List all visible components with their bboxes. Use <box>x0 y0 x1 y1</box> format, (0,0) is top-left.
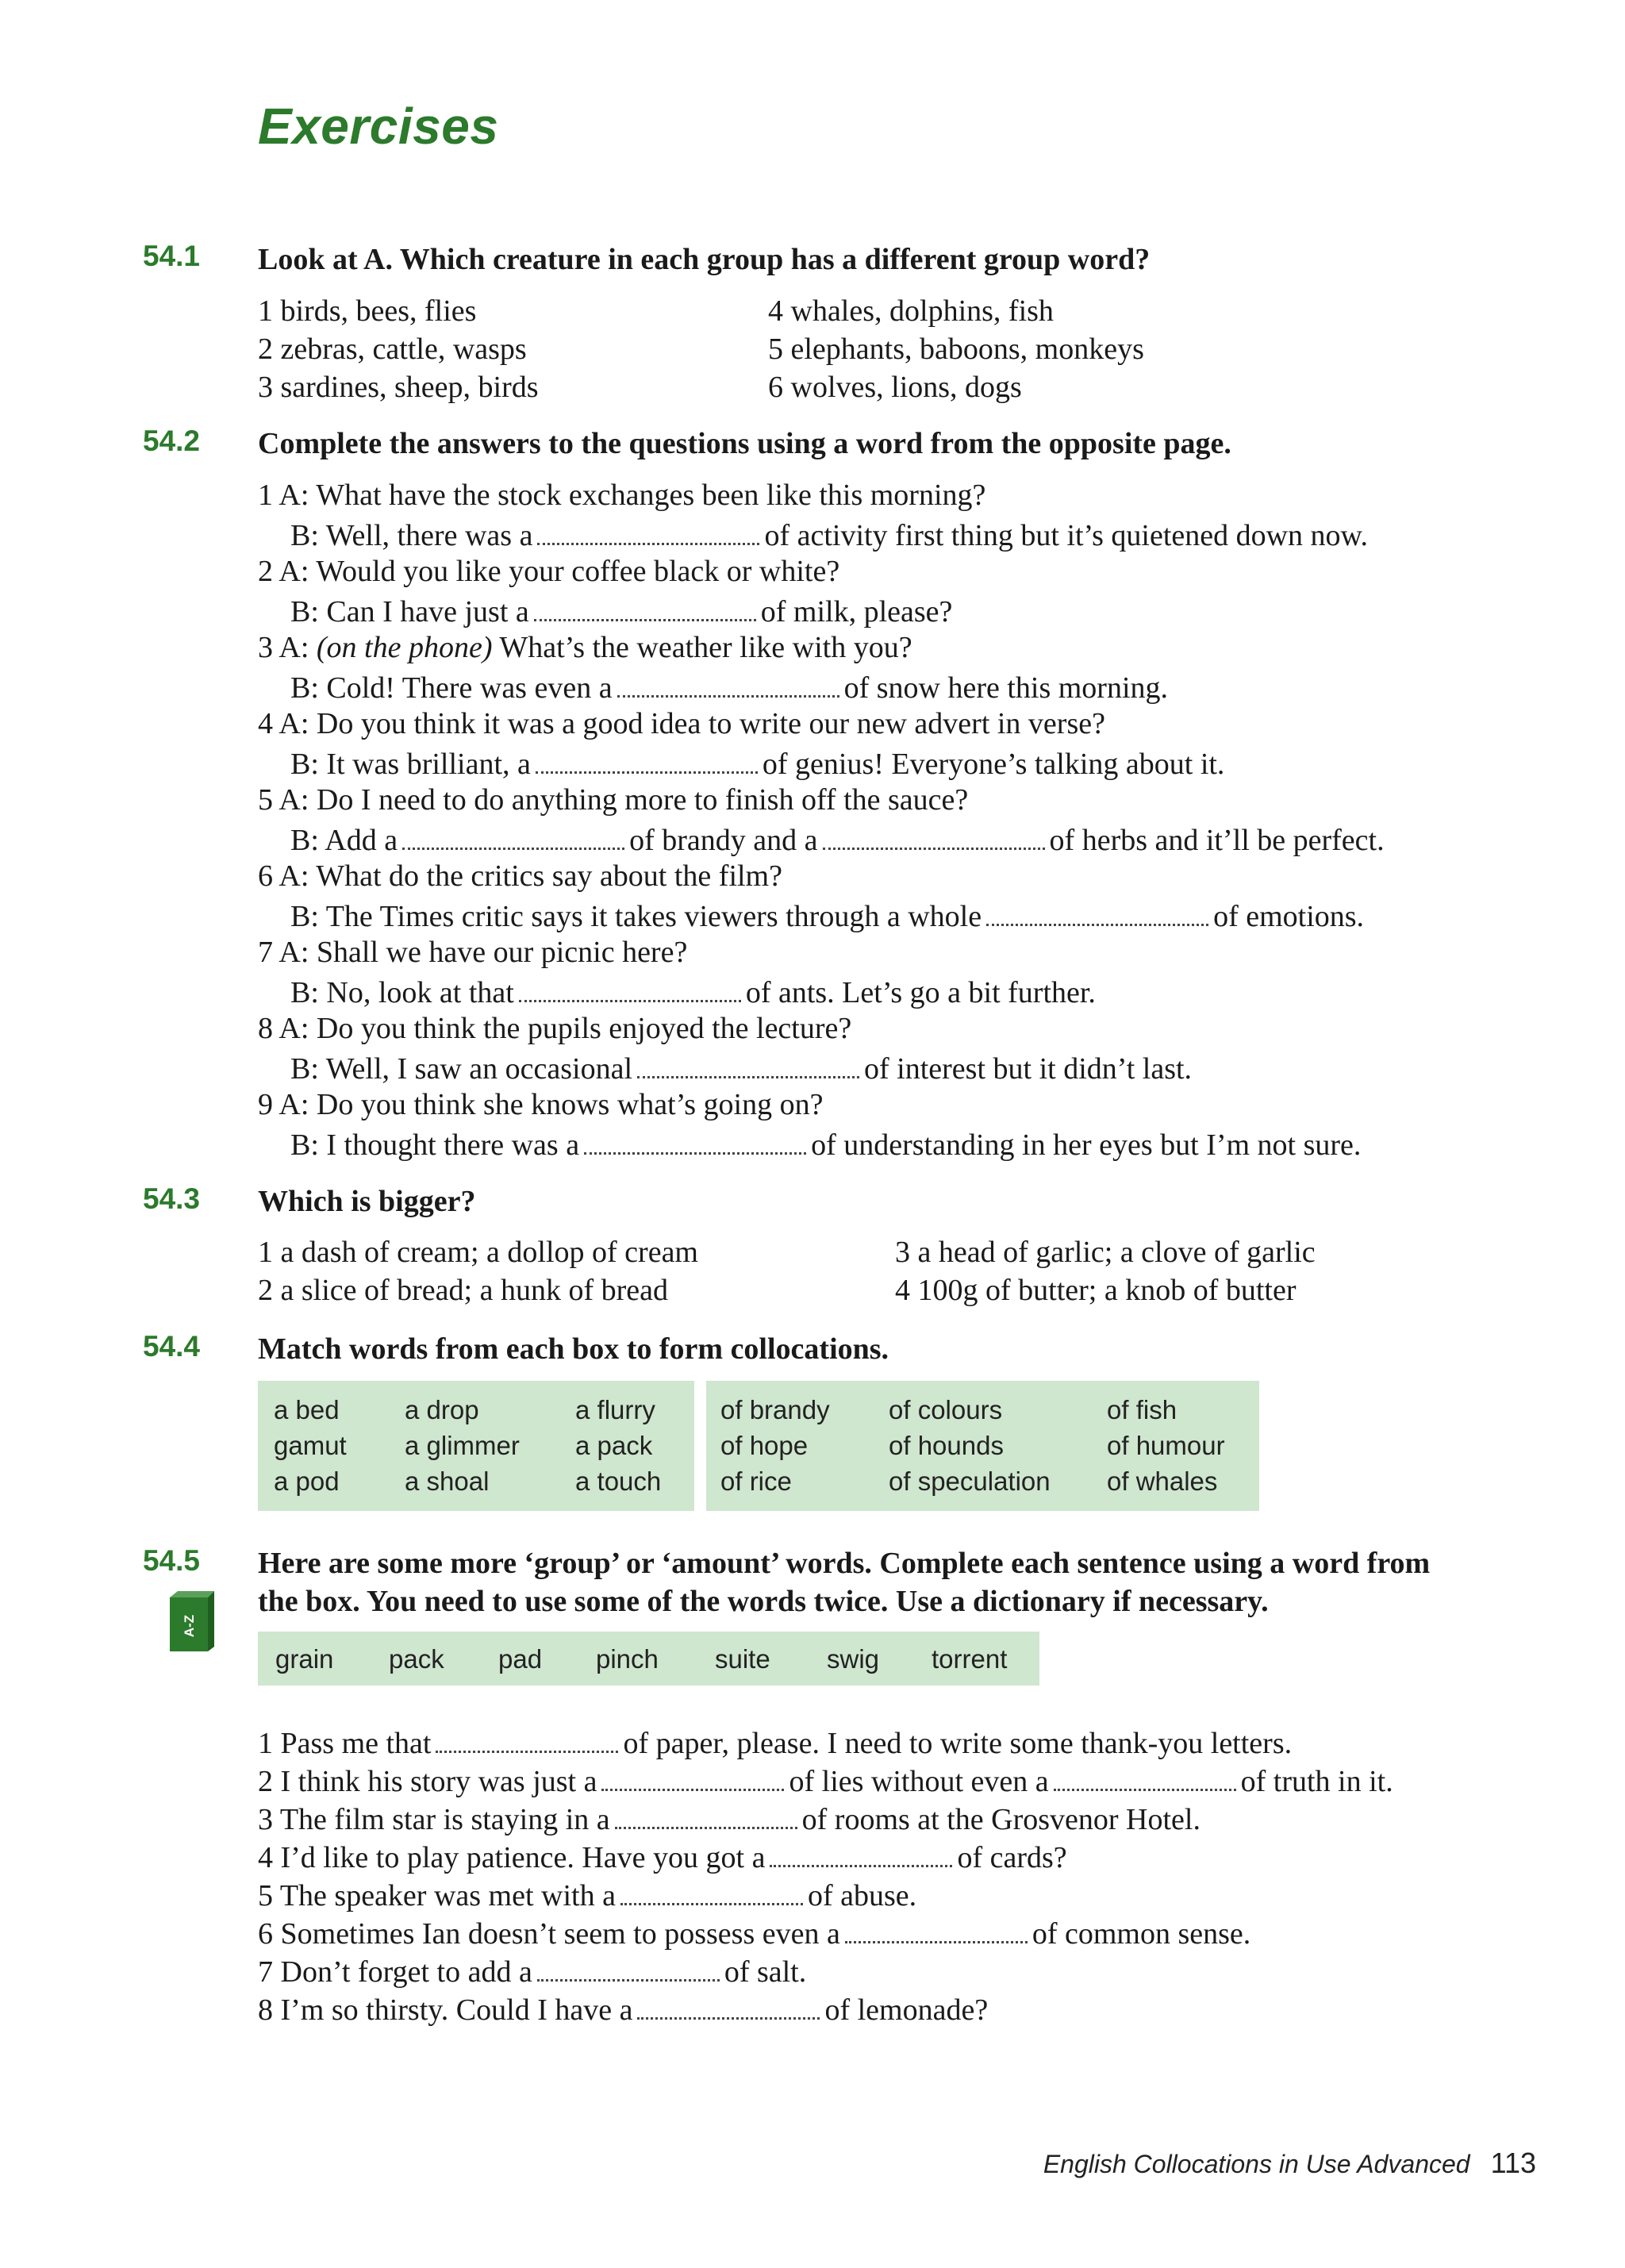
answer-blank[interactable] <box>534 592 756 621</box>
box3-word: grain <box>275 1644 334 1674</box>
exercise-number-54-4: 54.4 <box>143 1330 201 1363</box>
ex1-item-6: 6 wolves, lions, dogs <box>768 371 1022 404</box>
answer-blank[interactable] <box>536 744 758 774</box>
ex2-item-6-question: 6 A: What do the critics say about the film? <box>258 859 782 893</box>
box2-word: of brandy <box>720 1395 830 1424</box>
ex3-item-1: 1 a dash of cream; a dollop of cream <box>258 1236 698 1269</box>
ex5-item-3: 3 The film star is staying in a of rooms at the Grosvenor Hotel. <box>258 1800 1201 1837</box>
ex2-item-2-answer: B: Can I have just a of milk, please? <box>290 592 952 629</box>
exercise-instruction-54-1: Look at A. Which creature in each group has a different group word? <box>258 243 1151 276</box>
page-title: Exercises <box>258 98 499 155</box>
ex5-item-5: 5 The speaker was met with a of abuse. <box>258 1876 916 1913</box>
ex2-item-9-answer: B: I thought there was a of understanding in her eyes but I’m not sure. <box>290 1125 1361 1163</box>
ex2-item-8-answer: B: Well, I saw an occasional of interest but it didn’t last. <box>290 1049 1192 1086</box>
ex2-item-9-question: 9 A: Do you think she knows what’s going on? <box>258 1088 824 1121</box>
ex1-item-3: 3 sardines, sheep, birds <box>258 371 539 404</box>
answer-blank[interactable] <box>637 1990 820 2020</box>
ex5-item-1: 1 Pass me that of paper, please. I need to write some thank-you letters. <box>258 1724 1292 1761</box>
dictionary-icon-label: A-Z <box>182 1614 197 1638</box>
answer-blank[interactable] <box>601 1762 784 1791</box>
ex2-item-7-question: 7 A: Shall we have our picnic here? <box>258 936 688 969</box>
box3-word: swig <box>827 1644 880 1674</box>
ex2-item-8-question: 8 A: Do you think the pupils enjoyed the lecture? <box>258 1012 852 1045</box>
box2-word: of humour <box>1107 1431 1225 1460</box>
page-footer <box>1043 2147 1536 2180</box>
exercise-instruction-54-2: Complete the answers to the questions using a word from the opposite page. <box>258 427 1231 460</box>
page-number: 113 <box>1490 2147 1536 2179</box>
box3-word: torrent <box>932 1644 1008 1674</box>
exercise-number-54-1: 54.1 <box>143 240 201 272</box>
box2-word: of hope <box>720 1431 809 1460</box>
box1-word: gamut <box>274 1431 347 1460</box>
ex2-item-4-answer: B: It was brilliant, a of genius! Everyone’s talking about it. <box>290 744 1224 782</box>
box3-word: pad <box>498 1644 543 1674</box>
ex2-item-5-question: 5 A: Do I need to do anything more to finish off the sauce? <box>258 783 969 817</box>
ex1-item-1: 1 birds, bees, flies <box>258 294 477 328</box>
answer-blank[interactable] <box>537 516 759 545</box>
word-box-3 <box>258 1632 1039 1686</box>
ex3-item-2: 2 a slice of bread; a hunk of bread <box>258 1274 669 1307</box>
exercise-instruction-54-5-line2: the box. You need to use some of the words twice. Use a dictionary if necessary. <box>258 1585 1269 1618</box>
answer-blank[interactable] <box>1054 1762 1236 1791</box>
ex2-item-4-question: 4 A: Do you think it was a good idea to write our new advert in verse? <box>258 707 1105 740</box>
box2-word: of fish <box>1107 1395 1177 1424</box>
ex5-item-6: 6 Sometimes Ian doesn’t seem to possess even a of common sense. <box>258 1914 1250 1951</box>
ex2-item-6-answer: B: The Times critic says it takes viewers through a whole of emotions. <box>290 897 1364 934</box>
answer-blank[interactable] <box>770 1838 952 1867</box>
ex1-item-2: 2 zebras, cattle, wasps <box>258 333 527 366</box>
exercise-instruction-54-4: Match words from each box to form collocations. <box>258 1332 889 1366</box>
ex3-item-4: 4 100g of butter; a knob of butter <box>895 1274 1297 1307</box>
answer-blank[interactable] <box>823 821 1045 850</box>
box1-word: a touch <box>575 1467 662 1496</box>
word-box-1 <box>258 1381 694 1511</box>
answer-blank[interactable] <box>637 1049 859 1078</box>
ex2-item-3-answer: B: Cold! There was even a of snow here this morning. <box>290 668 1168 705</box>
box3-word: pinch <box>596 1644 659 1674</box>
box1-word: a glimmer <box>405 1431 520 1460</box>
ex2-item-7-answer: B: No, look at that of ants. Let’s go a bit further. <box>290 973 1096 1010</box>
answer-blank[interactable] <box>620 1876 803 1905</box>
box2-word: of hounds <box>889 1431 1004 1460</box>
ex5-item-8: 8 I’m so thirsty. Could I have a of lemonade? <box>258 1990 988 2028</box>
box3-word: pack <box>389 1644 444 1674</box>
exercise-number-54-5: 54.5 <box>143 1544 201 1577</box>
ex3-item-3: 3 a head of garlic; a clove of garlic <box>895 1236 1316 1269</box>
answer-blank[interactable] <box>615 1800 797 1829</box>
answer-blank[interactable] <box>402 821 624 850</box>
exercise-number-54-2: 54.2 <box>143 425 201 457</box>
exercise-instruction-54-5-line1: Here are some more ‘group’ or ‘amount’ words. Complete each sentence using a word from <box>258 1547 1431 1580</box>
ex5-item-2: 2 I think his story was just a of lies without even a of truth in it. <box>258 1762 1393 1799</box>
answer-blank[interactable] <box>845 1914 1028 1943</box>
box1-word: a pack <box>575 1431 653 1460</box>
answer-blank[interactable] <box>519 973 741 1002</box>
book-title: English Collocations in Use Advanced <box>1043 2150 1470 2178</box>
box3-word: suite <box>715 1644 770 1674</box>
box2-word: of colours <box>889 1395 1003 1424</box>
ex5-item-7: 7 Don’t forget to add a of salt. <box>258 1952 806 1989</box>
box1-word: a pod <box>274 1467 340 1496</box>
box1-word: a flurry <box>575 1395 655 1424</box>
box2-word: of whales <box>1107 1467 1218 1496</box>
ex2-item-1-question: 1 A: What have the stock exchanges been like this morning? <box>258 479 986 512</box>
answer-blank[interactable] <box>537 1952 720 1982</box>
ex1-item-5: 5 elephants, baboons, monkeys <box>768 333 1144 366</box>
word-box-2 <box>706 1381 1259 1511</box>
exercise-instruction-54-3: Which is bigger? <box>258 1185 476 1218</box>
answer-blank[interactable] <box>436 1724 618 1753</box>
ex2-item-5-answer: B: Add a of brandy and a of herbs and it’ll be perfect. <box>290 821 1385 858</box>
ex1-item-4: 4 whales, dolphins, fish <box>768 294 1054 328</box>
ex2-item-3-question: 3 A: (on the phone) What’s the weather like with you? <box>258 631 912 664</box>
exercise-number-54-3: 54.3 <box>143 1182 201 1215</box>
ex2-item-1-answer: B: Well, there was a of activity first thing but it’s quietened down now. <box>290 516 1368 553</box>
ex5-item-4: 4 I’d like to play patience. Have you got a of cards? <box>258 1838 1067 1875</box>
box1-word: a drop <box>405 1395 479 1424</box>
ex2-item-2-question: 2 A: Would you like your coffee black or white? <box>258 555 840 588</box>
box2-word: of rice <box>720 1467 792 1496</box>
box2-word: of speculation <box>889 1467 1051 1496</box>
answer-blank[interactable] <box>584 1125 806 1155</box>
box1-word: a shoal <box>405 1467 490 1496</box>
answer-blank[interactable] <box>617 668 839 698</box>
box1-word: a bed <box>274 1395 340 1424</box>
dictionary-icon <box>168 1591 214 1655</box>
answer-blank[interactable] <box>986 897 1208 926</box>
